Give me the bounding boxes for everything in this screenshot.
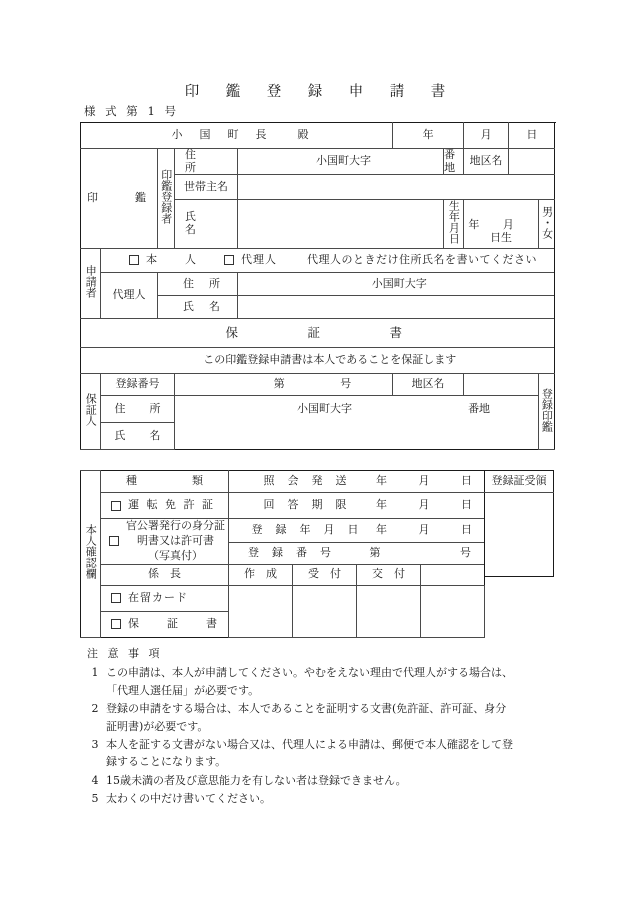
stamp-header-kakaricho: 係 長 [101, 564, 229, 585]
page-title: 印 鑑 登 録 申 請 書 [184, 84, 452, 100]
district-label: 地区名 [464, 149, 509, 175]
agent-address-row [81, 272, 555, 295]
note-number: 5 [91, 792, 99, 805]
reply-deadline-row[interactable]: 回 答 期 限 年 月 日 [229, 493, 485, 519]
inquiry-send-row[interactable]: 照 会 発 送 年 月 日 [229, 471, 485, 493]
main-form-table [80, 122, 555, 450]
guarantee-text-cell: この印鑑登録申請書は本人であることを保証します [81, 347, 555, 373]
guarantor-district-value[interactable] [464, 373, 539, 395]
verify-vertical-label: 本人確認欄 [81, 471, 101, 638]
note-item [84, 772, 554, 789]
receipt-box[interactable] [485, 493, 554, 577]
note-text [106, 664, 554, 699]
notes-heading: 注 意 事 項 [87, 647, 163, 660]
agent-label-cell: 代理人 [101, 272, 158, 318]
addressee-text: 小 国 町 長 殿 [171, 128, 312, 142]
item-drivers-license[interactable]: 運 転 免 許 証 [101, 493, 229, 519]
birthdate-vertical-label: 生年月日 [444, 200, 464, 249]
guarantor-vertical-label: 保証人 [81, 373, 101, 449]
birthdate-field[interactable]: 年 月 日生 [464, 200, 539, 249]
addressee-row [81, 123, 555, 149]
note-number: 2 [91, 702, 99, 716]
guarantor-regno-label: 登録番号 [101, 373, 175, 395]
agent-name-label: 氏 名 [158, 295, 238, 318]
verify-row-2 [81, 493, 485, 519]
note-number: 1 [91, 666, 99, 680]
item-government-id-label: 官公署発行の身分証 明書又は許可書 （写真付） [126, 519, 225, 562]
note-line: 15歳未満の者及び意思能力を有しない者は登録できません。 [106, 773, 407, 787]
note-text [106, 700, 554, 735]
guarantor-address-label: 住 所 [101, 395, 175, 422]
item-government-id[interactable] [101, 519, 229, 565]
registration-date-row[interactable]: 登 録 年 月 日 年 月 日 [229, 519, 485, 543]
item-residence-card[interactable]: 在留カード [101, 585, 229, 611]
note-line: 証明書)が必要です。 [106, 719, 209, 733]
guarantee-title-cell: 保 証 書 [81, 318, 555, 347]
stamp-header-kofu: 交 付 [357, 564, 421, 585]
note-item [84, 736, 554, 771]
addressee-cell [81, 123, 393, 149]
agent-address-field[interactable]: 小国町大字 [238, 272, 555, 295]
guarantor-address-row [81, 395, 555, 422]
guarantee-text-row [81, 347, 555, 373]
guarantor-address-field[interactable]: 小国町大字 番地 [175, 395, 539, 422]
applicant-option-row [81, 248, 555, 272]
receipt-body-row [485, 493, 554, 577]
note-text [106, 790, 554, 807]
note-line: 太わくの中だけ書いてください。 [106, 792, 271, 805]
note-number: 4 [91, 773, 99, 787]
guarantor-district-label: 地区名 [393, 373, 464, 395]
verify-row-1 [81, 471, 485, 493]
receipt-header-row [485, 471, 554, 493]
seal-impression-box[interactable] [81, 149, 158, 249]
guarantor-name-label: 氏 名 [101, 422, 175, 449]
note-number: 3 [91, 737, 99, 751]
gender-field[interactable]: 男・女 [539, 200, 555, 249]
item-guarantee-doc[interactable]: 保 証 書 [101, 611, 229, 637]
kind-header: 種 類 [101, 471, 229, 493]
guarantor-regno-field[interactable]: 第 号 [175, 373, 393, 395]
note-line: 「代理人選任届」が必要です。 [106, 683, 260, 697]
checkbox-drivers-license[interactable] [111, 501, 121, 511]
name-label: 氏 名 [175, 200, 238, 249]
note-item [84, 790, 554, 807]
note-text [106, 772, 554, 789]
guarantor-name-row [81, 422, 555, 449]
stamp-header-sakusei: 作 成 [229, 564, 293, 585]
date-year-cell: 年 [393, 123, 464, 149]
district-value[interactable] [509, 149, 555, 175]
household-head-label: 世帯主名 [175, 175, 238, 200]
identity-verification-table [80, 470, 485, 638]
note-item [84, 700, 554, 735]
address-field[interactable]: 小国町大字 [238, 149, 444, 175]
note-line: 登録の申請をする場合は、本人であることを証明する文書(免許証、許可証、身分 [106, 702, 507, 716]
checkbox-agent[interactable] [224, 255, 234, 265]
guarantor-regno-row [81, 373, 555, 395]
checkbox-government-id[interactable] [109, 536, 119, 546]
stamp-box-uketsuke[interactable] [357, 585, 421, 637]
address-label: 住 所 [175, 149, 238, 175]
stamp-header-row [81, 564, 485, 585]
notes-list [84, 664, 554, 807]
receipt-header: 登録証受領 [485, 471, 554, 493]
option-agent[interactable]: 代理人 [224, 254, 277, 267]
agent-hint-text: 代理人のときだけ住所氏名を書いてください [307, 253, 537, 267]
agent-address-label: 住 所 [158, 272, 238, 295]
stamp-box-kakaricho[interactable] [229, 585, 293, 637]
name-field[interactable] [238, 200, 444, 249]
stamp-box-kofu[interactable] [421, 585, 485, 637]
notes-section [84, 645, 554, 807]
note-text [106, 736, 554, 771]
guarantee-title-row [81, 318, 555, 347]
applicant-options-cell [101, 248, 555, 272]
verify-row-3 [81, 519, 485, 543]
date-month-cell: 月 [464, 123, 509, 149]
household-head-field[interactable] [238, 175, 555, 200]
verify-row-6 [81, 585, 485, 611]
address-row [81, 149, 555, 175]
note-line: 録することになります。 [106, 755, 227, 769]
registered-seal-vertical-label: 登録印鑑 [539, 373, 555, 449]
registration-number-row[interactable]: 登 録 番 号 第 号 [229, 542, 485, 564]
date-day-cell: 日 [509, 123, 555, 149]
applicant-vertical-label: 申請者 [81, 248, 101, 318]
stamp-header-uketsuke: 受 付 [293, 564, 357, 585]
checkbox-residence-card[interactable] [111, 593, 121, 603]
checkbox-self[interactable] [129, 255, 139, 265]
seal-label: 印 鑑 [87, 191, 151, 205]
guarantor-name-field[interactable] [175, 422, 539, 449]
checkbox-guarantee-doc[interactable] [111, 619, 121, 629]
registrant-vertical-label: 印鑑登録者 [158, 149, 175, 249]
agent-name-field[interactable] [238, 295, 555, 318]
stamp-box-sakusei[interactable] [293, 585, 357, 637]
receipt-column-table [484, 470, 554, 577]
banchi-label: 番地 [444, 149, 464, 175]
option-self[interactable]: 本 人 [129, 254, 198, 267]
note-item [84, 664, 554, 699]
note-line: この申請は、本人が申請してください。やむをえない理由で代理人がする場合は、 [106, 666, 513, 680]
form-number: 様 式 第 1 号 [84, 104, 179, 118]
note-line: 本人を証する文書がない場合又は、代理人による申請は、郵便で本人確認をして登 [106, 737, 513, 751]
